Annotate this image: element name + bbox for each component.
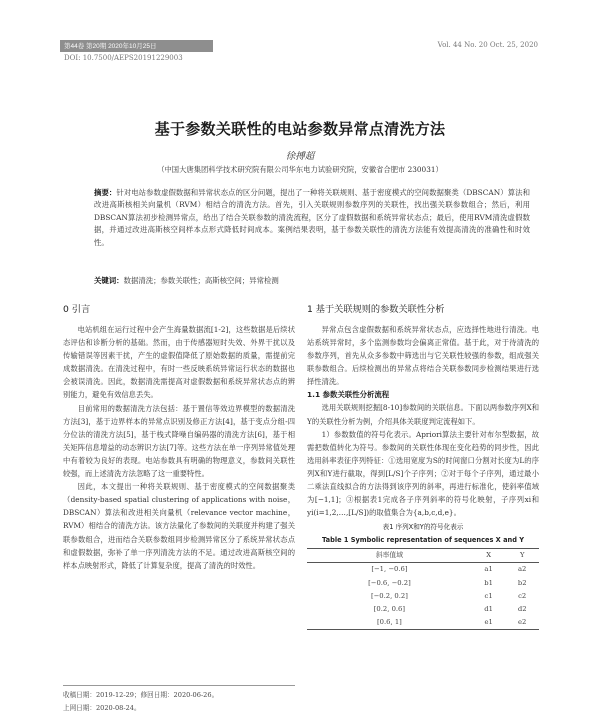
table-cell: [0.2, 0.6]: [373, 604, 406, 613]
section-heading-introduction: 0 引言: [63, 304, 91, 315]
subsection-heading-1-1: 1.1 参数关联性分析流程: [307, 390, 390, 400]
abstract-label: 摘要：: [94, 188, 117, 197]
keywords-label: 关键词：: [94, 276, 124, 285]
paper-title: 基于参数关联性的电站参数异常点清洗方法: [154, 120, 446, 138]
table-cell: [−0.2, 0.2]: [370, 591, 408, 600]
keywords-text: 数据清洗；参数关联性；高斯核空间；异常检测: [123, 276, 279, 285]
table-cell: e1: [472, 616, 506, 630]
intro-paragraph-3: 因此，本文提出一种将关联规则、基于密度模式的空间数据聚类（density-based spatial clustering of applications with noise，DBSCAN）算法和改进相关向量机（relevance vector machine，RVM）相结合的清洗方法。该方法量化了参数间的关联度并构建了强关联参数组合，进而结合关联参数组同步检测异常区分了系统异常状态点和虚假数据，弥补了单一序列清洗方法的不足。通过改进高斯核空间的样本点映射形式，降低了计算复杂度，提高了清洗的时效性。: [63, 482, 295, 570]
table-cell: a1: [484, 565, 493, 574]
table-cell: a2: [518, 565, 527, 574]
footnote-received-date: 收稿日期：2019-12-29；修回日期：2020-06-26。: [63, 691, 219, 699]
table-header-cell: X: [472, 549, 506, 563]
section1-paragraph-1: 选用关联规则挖掘[8-10]参数间的关联信息。下面以两参数序列X和Y的关联性分析为例，介绍具体关联度判定流程如下。: [307, 403, 539, 426]
table-cell: b1: [484, 578, 493, 587]
footnote-online-date: 上网日期：2020-08-24。: [63, 704, 141, 712]
abstract: [94, 187, 530, 249]
section1-intro-paragraph: 异常点包含虚假数据和系统异常状态点，应选择性地进行清洗。电站系统异常时，多个监测参数均会偏离正常值。基于此，对于待清洗的参数序列，首先从众多参数中筛选出与它关联性较强的参数，组成强关联参数组合。后续检测出的异常点将结合关联参数同步检测结果进行选择性清洗。: [307, 325, 539, 387]
table-header-cell: 斜率值域: [307, 549, 472, 563]
author-affiliation: （中国大唐集团科学技术研究院有限公司华东电力试验研究院，安徽省合肥市 230031）: [157, 165, 443, 174]
doi-text: DOI: 10.7500/AEPS20191229003: [64, 54, 183, 62]
table-cell: e2: [505, 616, 539, 630]
table-title-en: Table 1 Symbolic representation of sequences X and Y: [322, 536, 524, 545]
table-row: [307, 590, 539, 603]
table-cell: c1: [484, 591, 493, 600]
table-cell: c2: [518, 591, 527, 600]
table-row: [307, 616, 539, 630]
section1-paragraph-2: 1）参数数值的符号化表示。Apriori算法主要针对布尔型数据，故需把数值转化为符号。参数间的关联性体现在变化趋势的同步性，因此选用斜率表征序列特征：①选用宽度为S的时间窗口分割对长度为L的序列X和Y进行截取，得到[L/S]个子序列；②对于每个子序列，通过最小二乘法直线拟合的方法得到该序列的斜率，再进行标准化，使斜率值域为[−1,1]；③根据表1完成各子序列斜率的符号化映射，子序列xi和yi(i=1,2,…,[L/S])的取值集合为{a,b,c,d,e}。: [307, 429, 539, 518]
table-row: [307, 603, 539, 616]
symbol-table: [307, 548, 539, 630]
paper-author: 徐搏超: [285, 151, 315, 162]
header-volume-text: Vol. 44 No. 20 Oct. 25, 2020: [437, 41, 538, 49]
left-column: [63, 303, 295, 572]
table-cell: [0.6, 1]: [307, 616, 472, 630]
table-header-cell: Y: [505, 549, 539, 563]
footnote: [63, 685, 295, 715]
table-row: [307, 577, 539, 590]
table-cell: [−0.6, −0.2]: [368, 578, 411, 587]
keywords: [94, 275, 530, 287]
table-cell: d1: [484, 604, 493, 613]
intro-paragraph-2: 目前常用的数据清洗方法包括：基于置信等效边界模型的数据清洗方法[3]，基于边界样本的异常点识别及修正方法[4]，基于变点分组-四分位法的清洗方法[5]，基于栈式降噪自编码器的清洗方法[6]，基于相关矩阵信息增益的动态辨识方法[7]等。这些方法在单一序列异常值处理中有着较为良好的表现。电站参数具有明确的物理意义，参数间关联性较强，而上述清洗方法忽略了这一重要特性。: [63, 403, 295, 479]
header-issue-text: 第44卷 第20期 2020年10月25日: [64, 43, 157, 50]
right-column: [307, 303, 539, 630]
table-cell: b2: [517, 578, 527, 587]
table-title-cn: 表1 序列X和Y的符号化表示: [382, 523, 464, 532]
section-heading-1: 1 基于关联规则的参数关联性分析: [307, 304, 445, 315]
abstract-text: 针对电站参数虚假数据和异常状态点的区分问题，提出了一种将关联规则、基于密度模式的空间数据聚类（DBSCAN）算法和改进高斯核相关向量机（RVM）相结合的清洗方法。首先，引入关联规则参数序列的关联性，找出强关联参数组合；然后，利用DBSCAN算法初步检测异常点，给出了结合关联参数的清洗流程，区分了虚假数据和系统异常状态点；最后，使用RVM清洗虚假数据，并通过改进高斯核空间样本点形式降低时间成本。案例结果表明，基于参数关联性的清洗方法能有效提高清洗的准确性和时效性。: [94, 188, 530, 247]
table-row: [307, 563, 539, 577]
table-cell: [−1, −0.6]: [371, 565, 408, 574]
intro-paragraph-1: 电站机组在运行过程中会产生海量数据流[1-2]，这些数据是后续状态评估和诊断分析的基础。然而，由于传感器短时失效、外界干扰以及传输错误等因素干扰，产生的虚假值降低了原始数据的质量，需提前完成数据清洗。在清洗过程中，有时一些反映系统异常运行状态的数据也会被误清洗。因此，数据清洗需提高对虚假数据和系统异常状态点的辨别能力，避免有效信息丢失。: [63, 325, 295, 400]
table-cell: d2: [517, 604, 527, 613]
